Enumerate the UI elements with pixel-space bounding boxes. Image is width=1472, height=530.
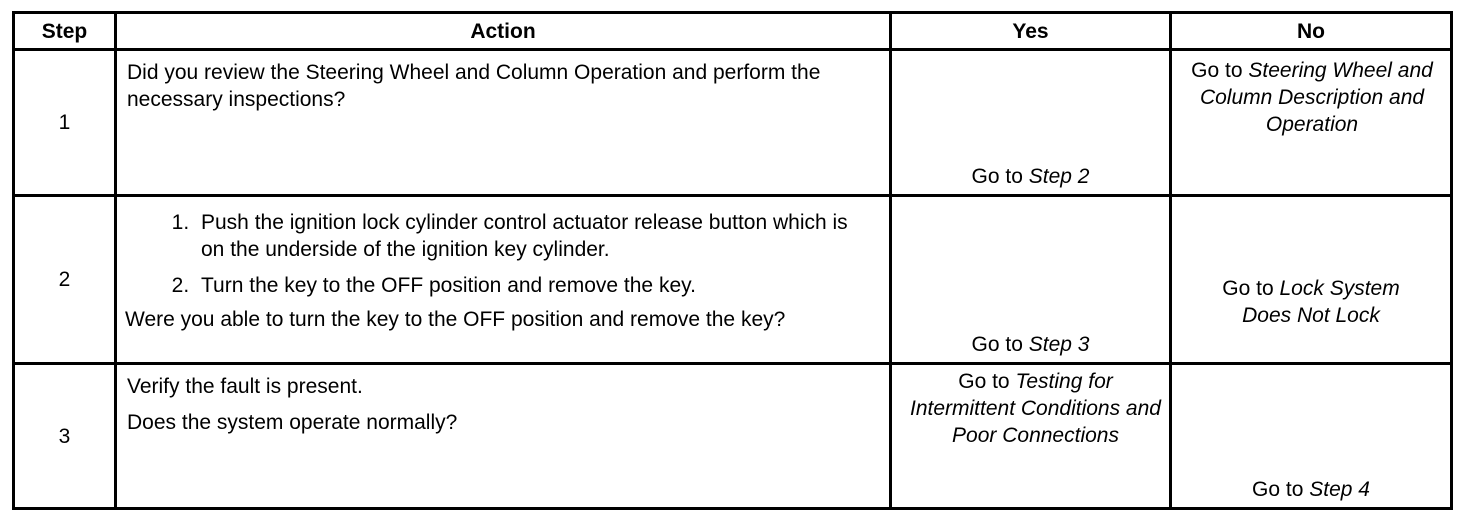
yes-prefix: Go to: [958, 370, 1010, 393]
table-row: [14, 50, 1452, 196]
no-reference-link[interactable]: Step 4: [1309, 478, 1370, 501]
header-row: [14, 13, 1452, 50]
no-cell: [1171, 50, 1452, 196]
step-number: 2: [14, 196, 116, 364]
action-question: Were you able to turn the key to the OFF position and remove the key?: [125, 308, 786, 331]
no-reference-link[interactable]: Steering Wheel and Column Description and Operation: [1199, 59, 1433, 136]
no-instruction: [1172, 51, 1450, 138]
no-instruction: [1172, 275, 1450, 329]
yes-prefix: Go to: [971, 333, 1023, 356]
header-step: Step: [14, 13, 116, 50]
no-cell: [1171, 196, 1452, 364]
action-step-item: 1. Push the ignition lock cylinder control actuator release button which is on the underside of the ignition key cylinder.: [195, 209, 875, 263]
yes-cell: [891, 196, 1171, 364]
yes-reference-link[interactable]: Step 3: [1028, 333, 1090, 356]
no-prefix: Go to: [1252, 478, 1304, 501]
action-cell: [116, 196, 891, 364]
header-action: Action: [116, 13, 891, 50]
yes-reference-link[interactable]: Step 2: [1028, 165, 1090, 188]
yes-instruction: [892, 163, 1169, 190]
action-text: Did you review the Steering Wheel and Column Operation and perform the necessary inspections?: [127, 61, 821, 111]
action-steps-list: [125, 209, 875, 299]
no-reference-link[interactable]: Lock System Does Not Lock: [1242, 277, 1400, 327]
table-row: [14, 364, 1452, 509]
action-text: Verify the fault is present.: [127, 375, 363, 398]
action-cell: [116, 50, 891, 196]
no-cell: [1171, 364, 1452, 509]
action-cell: [116, 364, 891, 509]
no-instruction: [1172, 476, 1450, 503]
yes-cell: [891, 364, 1171, 509]
yes-instruction: [892, 365, 1169, 449]
yes-prefix: Go to: [971, 165, 1023, 188]
yes-instruction: [892, 331, 1169, 358]
step-number: 3: [14, 364, 116, 509]
step-number: 1: [14, 50, 116, 196]
no-prefix: Go to: [1191, 59, 1243, 82]
action-text: Does the system operate normally?: [127, 411, 458, 434]
header-no: No: [1171, 13, 1452, 50]
diagnostic-table: [12, 11, 1453, 510]
yes-cell: [891, 50, 1171, 196]
no-prefix: Go to: [1222, 277, 1274, 300]
action-step-item: 2. Turn the key to the OFF position and remove the key.: [195, 272, 875, 299]
yes-reference-link[interactable]: Testing for Intermittent Conditions and Poor Connections: [910, 370, 1161, 447]
table-row: [14, 196, 1452, 364]
header-yes: Yes: [891, 13, 1171, 50]
